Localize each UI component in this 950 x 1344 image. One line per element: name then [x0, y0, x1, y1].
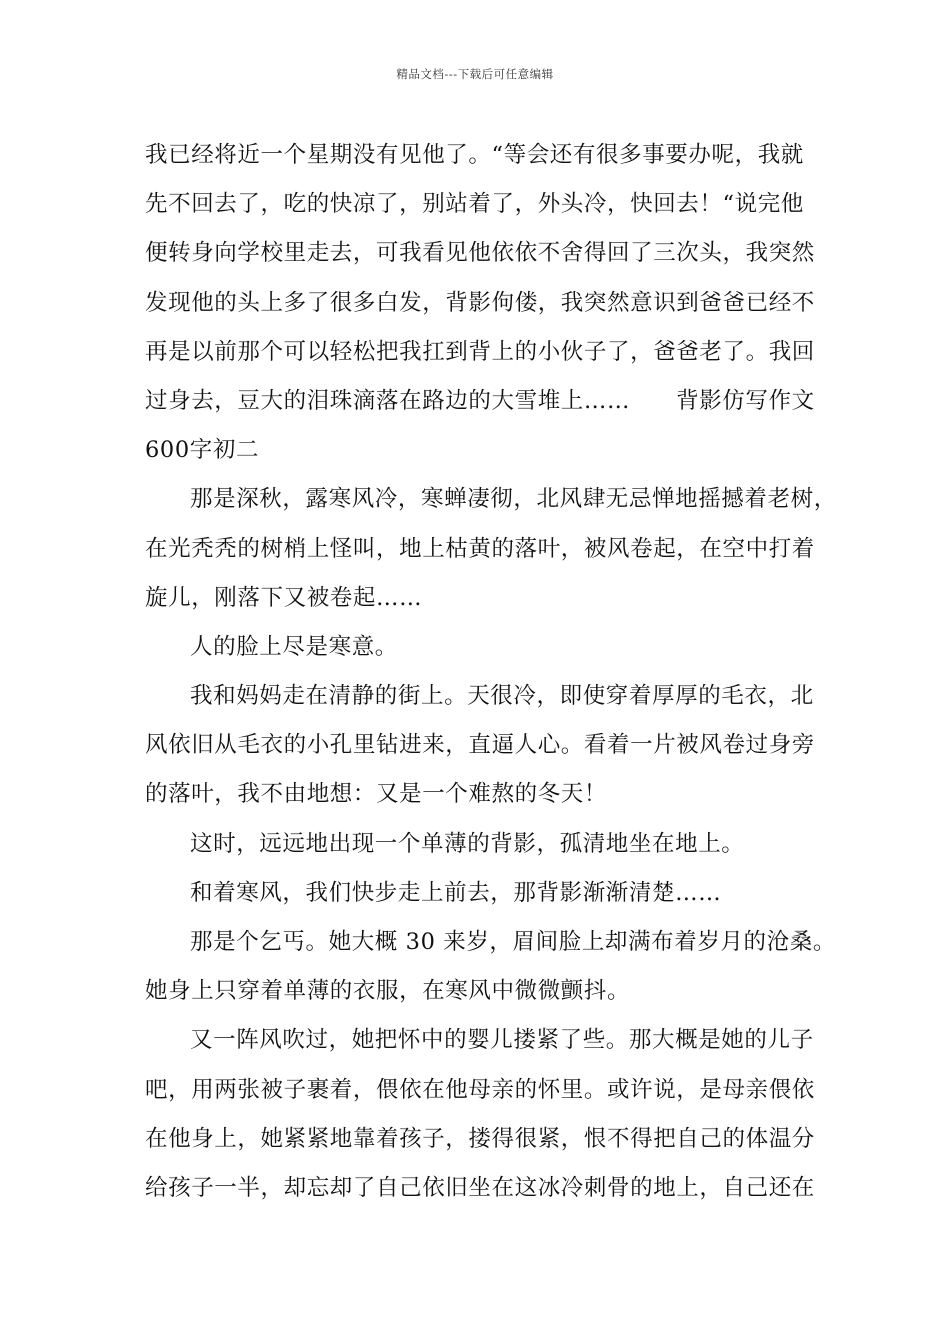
text-line: 她身上只穿着单薄的衣服，在寒风中微微颤抖。: [145, 978, 631, 1005]
text-line: 先不回去了，吃的快凉了，别站着了，外头冷，快回去！“说完他: [145, 191, 804, 218]
paragraph-line: 那是深秋，露寒风冷，寒蝉凄彻，北风肆无忌惮地摇撼着老树，: [190, 486, 837, 513]
paragraph-line: 和着寒风，我们快步走上前去，那背影渐渐清楚……: [190, 879, 722, 906]
text-line: 给孩子一半，却忘却了自己依旧坐在这冰冷刺骨的地上，自己还在: [145, 1174, 815, 1201]
text-line: 风依旧从毛衣的小孔里钻进来，直逼人心。看着一片被风卷过身旁: [145, 732, 815, 759]
text-line: 在光秃秃的树梢上怪叫，地上枯黄的落叶，被风卷起，在空中打着: [145, 535, 815, 562]
text-line: 的落叶，我不由地想：又是一个难熬的冬天！: [145, 781, 608, 808]
text-line: 便转身向学校里走去，可我看见他依依不舍得回了三次头，我突然: [145, 240, 815, 267]
paragraph-line: 人的脸上尽是寒意。: [190, 633, 398, 660]
page-header: 精品文档---下载后可任意编辑: [396, 67, 554, 81]
text-line: 旋儿，刚落下又被卷起……: [145, 584, 423, 611]
paragraph-line: 那是个乞丐。她大概 30 来岁，眉间脸上却满布着岁月的沧桑。: [190, 929, 836, 955]
text-line: 发现他的头上多了很多白发，背影佝偻，我突然意识到爸爸已经不: [145, 289, 815, 316]
essay-title: 背影仿写作文: [676, 387, 815, 414]
essay-title-continued: 600字初二: [145, 437, 260, 464]
text-line: 再是以前那个可以轻松把我扛到背上的小伙子了，爸爸老了。我回: [145, 338, 815, 365]
paragraph-line: 我和妈妈走在清静的街上。天很冷，即使穿着厚厚的毛衣，北: [190, 683, 814, 710]
paragraph-line: 又一阵风吹过，她把怀中的婴儿搂紧了些。那大概是她的儿子: [190, 1027, 814, 1054]
paragraph-line: 这时，远远地出现一个单薄的背影，孤清地坐在地上。: [190, 830, 745, 857]
text-line: 吧，用两张被子裹着，偎依在他母亲的怀里。或许说，是母亲偎依: [145, 1076, 815, 1103]
text-line-with-title: [145, 377, 825, 426]
text-line: 我已经将近一个星期没有见他了。“等会还有很多事要办呢，我就: [145, 142, 804, 168]
article-body: [145, 131, 837, 1213]
text-segment: 过身去，豆大的泪珠滴落在路边的大雪堆上……: [145, 387, 631, 414]
text-line: 在他身上，她紧紧地靠着孩子，搂得很紧，恨不得把自己的体温分: [145, 1125, 815, 1152]
